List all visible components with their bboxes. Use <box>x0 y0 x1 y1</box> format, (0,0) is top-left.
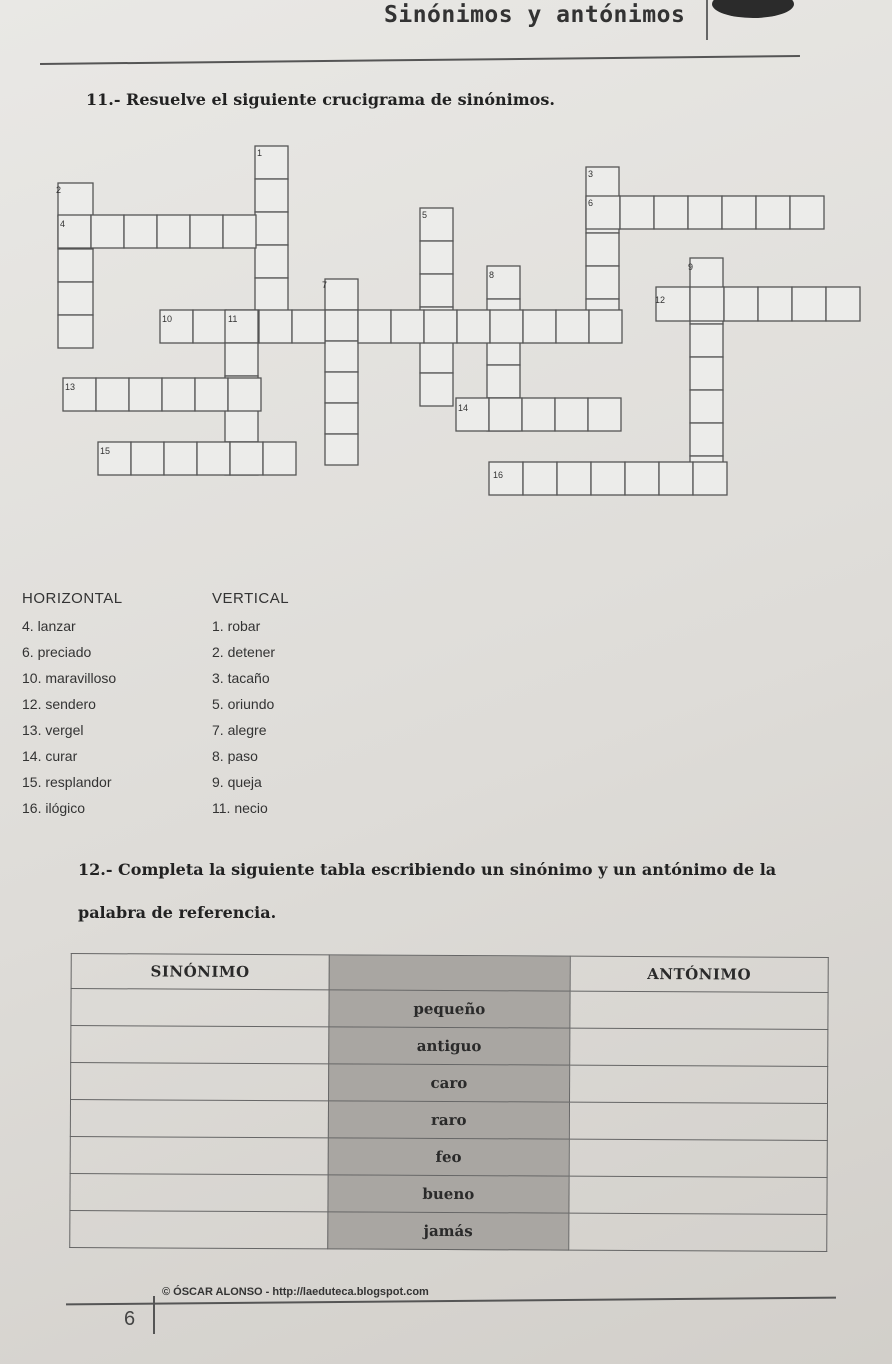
crossword-cell[interactable] <box>58 315 93 348</box>
table-row <box>71 1063 828 1104</box>
crossword-cell[interactable] <box>225 409 258 442</box>
footer-credit: © ÓSCAR ALONSO - http://laeduteca.blogspot.com <box>162 1286 429 1298</box>
vertical-clue: 11. necio <box>212 800 268 816</box>
horizontal-clues <box>22 590 123 825</box>
crossword-cell[interactable] <box>523 462 557 495</box>
crossword-cell[interactable] <box>325 279 358 310</box>
crossword-cell[interactable] <box>325 403 358 434</box>
horizontal-clue: 13. vergel <box>22 722 84 738</box>
crossword-cell[interactable] <box>588 398 621 431</box>
crossword-cell[interactable] <box>292 310 325 343</box>
crossword-cell[interactable] <box>555 398 588 431</box>
table-row <box>70 1100 827 1141</box>
crossword-cell[interactable] <box>58 282 93 315</box>
clue-number: 7 <box>322 280 328 290</box>
crossword-cell[interactable] <box>162 378 195 411</box>
clue-number: 10 <box>162 314 173 324</box>
crossword-cell[interactable] <box>129 378 162 411</box>
clue-number: 3 <box>588 169 594 179</box>
antonym-answer-cell[interactable] <box>569 1065 827 1103</box>
crossword-cell[interactable] <box>263 442 296 475</box>
crossword-cell[interactable] <box>724 287 758 321</box>
horizontal-clue: 14. curar <box>22 748 78 764</box>
crossword-cell[interactable] <box>659 462 693 495</box>
reference-word: jamás <box>328 1212 569 1250</box>
crossword-cell[interactable] <box>195 378 228 411</box>
reference-word: caro <box>328 1064 569 1102</box>
synonym-answer-cell[interactable] <box>71 989 329 1027</box>
antonym-answer-cell[interactable] <box>569 1102 827 1140</box>
crossword-cell[interactable] <box>223 215 256 248</box>
clue-number: 11 <box>228 314 238 324</box>
crossword-cell[interactable] <box>586 266 619 299</box>
crossword-cell[interactable] <box>325 434 358 465</box>
crossword-cell[interactable] <box>420 373 453 406</box>
clue-number: 16 <box>493 470 504 480</box>
clue-number: 2 <box>56 185 62 195</box>
crossword-cell[interactable] <box>556 310 589 343</box>
crossword-cell[interactable] <box>620 196 654 229</box>
crossword-cell[interactable] <box>255 278 288 311</box>
synonym-answer-cell[interactable] <box>71 1063 329 1101</box>
crossword-cell[interactable] <box>58 249 93 282</box>
crossword-cell[interactable] <box>690 357 723 390</box>
reference-word: bueno <box>328 1175 569 1213</box>
reference-word: pequeño <box>329 990 570 1028</box>
antonym-answer-cell[interactable] <box>569 1139 827 1177</box>
clue-number: 15 <box>100 446 111 456</box>
exercise-11-heading: 11.- Resuelve el siguiente crucigrama de sinónimos. <box>86 90 555 109</box>
crossword-cell[interactable] <box>690 287 724 321</box>
crossword-cell[interactable] <box>557 462 591 495</box>
crossword-cell[interactable] <box>190 215 223 248</box>
horizontal-heading: HORIZONTAL <box>22 590 123 607</box>
horizontal-clue: 15. resplandor <box>22 774 112 790</box>
exercise-12-heading-line1: 12.- Completa la siguiente tabla escribiendo un sinónimo y un antónimo de la <box>78 860 777 879</box>
crossword-cell[interactable] <box>255 245 288 278</box>
crossword-cell[interactable] <box>690 258 723 291</box>
synonym-answer-cell[interactable] <box>70 1174 328 1212</box>
crossword-cell[interactable] <box>420 241 453 274</box>
clue-number: 8 <box>489 270 495 280</box>
table-row <box>70 1174 827 1215</box>
crossword-cell[interactable] <box>255 212 288 245</box>
antonym-column-header: ANTÓNIMO <box>570 956 828 992</box>
crossword-cell[interactable] <box>523 310 556 343</box>
footer-divider <box>153 1296 155 1334</box>
crossword-cell[interactable] <box>164 442 197 475</box>
table-row <box>70 1211 827 1252</box>
reference-column-header <box>329 955 570 991</box>
clue-number: 9 <box>688 262 694 272</box>
vertical-clue: 3. tacaño <box>212 670 270 686</box>
crossword-cell[interactable] <box>693 462 727 495</box>
vertical-clue: 2. detener <box>212 644 276 660</box>
antonym-answer-cell[interactable] <box>569 1176 827 1214</box>
crossword-cell[interactable] <box>193 310 226 343</box>
clue-number: 14 <box>458 403 469 413</box>
synonym-answer-cell[interactable] <box>70 1100 328 1138</box>
crossword-cell[interactable] <box>255 179 288 212</box>
crossword-cell[interactable] <box>722 196 756 229</box>
crossword-cell[interactable] <box>58 183 93 216</box>
horizontal-clue: 10. maravilloso <box>22 670 117 686</box>
crossword-cell[interactable] <box>230 442 263 475</box>
crossword-cell[interactable] <box>391 310 424 343</box>
crossword-cell[interactable] <box>197 442 230 475</box>
table-header-row <box>71 954 828 993</box>
crossword-cell[interactable] <box>228 378 261 411</box>
vertical-clue: 7. alegre <box>212 722 267 738</box>
horizontal-clue: 16. ilógico <box>22 800 86 816</box>
crossword-cell[interactable] <box>790 196 824 229</box>
crossword-cell[interactable] <box>690 390 723 423</box>
synonym-answer-cell[interactable] <box>71 1026 329 1064</box>
antonym-answer-cell[interactable] <box>569 1213 827 1251</box>
crossword-grid <box>0 0 892 520</box>
crossword-cell[interactable] <box>586 233 619 266</box>
crossword-cell[interactable] <box>420 340 453 373</box>
page-number: 6 <box>124 1308 136 1330</box>
vertical-heading: VERTICAL <box>212 590 290 607</box>
crossword-cell[interactable] <box>157 215 190 248</box>
crossword-cell[interactable] <box>625 462 659 495</box>
clue-number: 4 <box>60 219 66 229</box>
crossword-cell[interactable] <box>487 365 520 398</box>
crossword-cell[interactable] <box>457 310 490 343</box>
horizontal-clue: 4. lanzar <box>22 618 76 634</box>
crossword-cell[interactable] <box>589 310 622 343</box>
crossword-cell[interactable] <box>325 310 358 341</box>
vertical-clue: 8. paso <box>212 748 258 764</box>
synonym-answer-cell[interactable] <box>70 1211 328 1249</box>
crossword-cell[interactable] <box>91 215 124 248</box>
crossword-cell[interactable] <box>358 310 391 343</box>
crossword-cell[interactable] <box>591 462 625 495</box>
vertical-clue: 5. oriundo <box>212 696 275 712</box>
reference-word: raro <box>328 1101 569 1139</box>
synonym-antonym-table <box>69 953 829 1252</box>
crossword-cell[interactable] <box>325 372 358 403</box>
synonym-column-header: SINÓNIMO <box>71 954 329 990</box>
horizontal-clue: 12. sendero <box>22 696 96 712</box>
crossword-cell[interactable] <box>756 196 790 229</box>
clue-number: 13 <box>65 382 76 392</box>
crossword-cell[interactable] <box>96 378 129 411</box>
crossword-cell[interactable] <box>690 423 723 456</box>
crossword-cell[interactable] <box>490 310 523 343</box>
clue-number: 1 <box>257 148 263 158</box>
synonym-answer-cell[interactable] <box>70 1137 328 1175</box>
antonym-answer-cell[interactable] <box>570 1028 828 1066</box>
crossword-cell[interactable] <box>420 274 453 307</box>
exercise-12-heading-line2: palabra de referencia. <box>78 903 277 922</box>
crossword-cell[interactable] <box>124 215 157 248</box>
vertical-clue: 9. queja <box>212 774 262 790</box>
clue-number: 12 <box>655 295 666 305</box>
crossword-cell[interactable] <box>131 442 164 475</box>
antonym-answer-cell[interactable] <box>570 991 828 1029</box>
vertical-clue: 1. robar <box>212 618 261 634</box>
crossword-cell[interactable] <box>489 398 522 431</box>
vertical-clues <box>212 590 289 825</box>
crossword-cell[interactable] <box>792 287 826 321</box>
table-row <box>71 1026 828 1067</box>
crossword-cell[interactable] <box>424 310 457 343</box>
clue-number: 5 <box>422 210 428 220</box>
crossword-cell[interactable] <box>259 310 292 343</box>
clue-number: 6 <box>588 198 594 208</box>
horizontal-clue: 6. preciado <box>22 644 92 660</box>
table-row <box>71 989 828 1030</box>
reference-word: feo <box>328 1138 569 1176</box>
crossword-cell[interactable] <box>654 196 688 229</box>
crossword-cell[interactable] <box>688 196 722 229</box>
crossword-cell[interactable] <box>522 398 555 431</box>
crossword-cell[interactable] <box>758 287 792 321</box>
crossword-cell[interactable] <box>225 343 258 376</box>
crossword-cell[interactable] <box>690 324 723 357</box>
crossword-cell[interactable] <box>325 341 358 372</box>
table-row <box>70 1137 827 1178</box>
crossword-cell[interactable] <box>826 287 860 321</box>
page-title: Sinónimos y antónimos <box>384 2 686 28</box>
reference-word: antiguo <box>328 1027 569 1065</box>
